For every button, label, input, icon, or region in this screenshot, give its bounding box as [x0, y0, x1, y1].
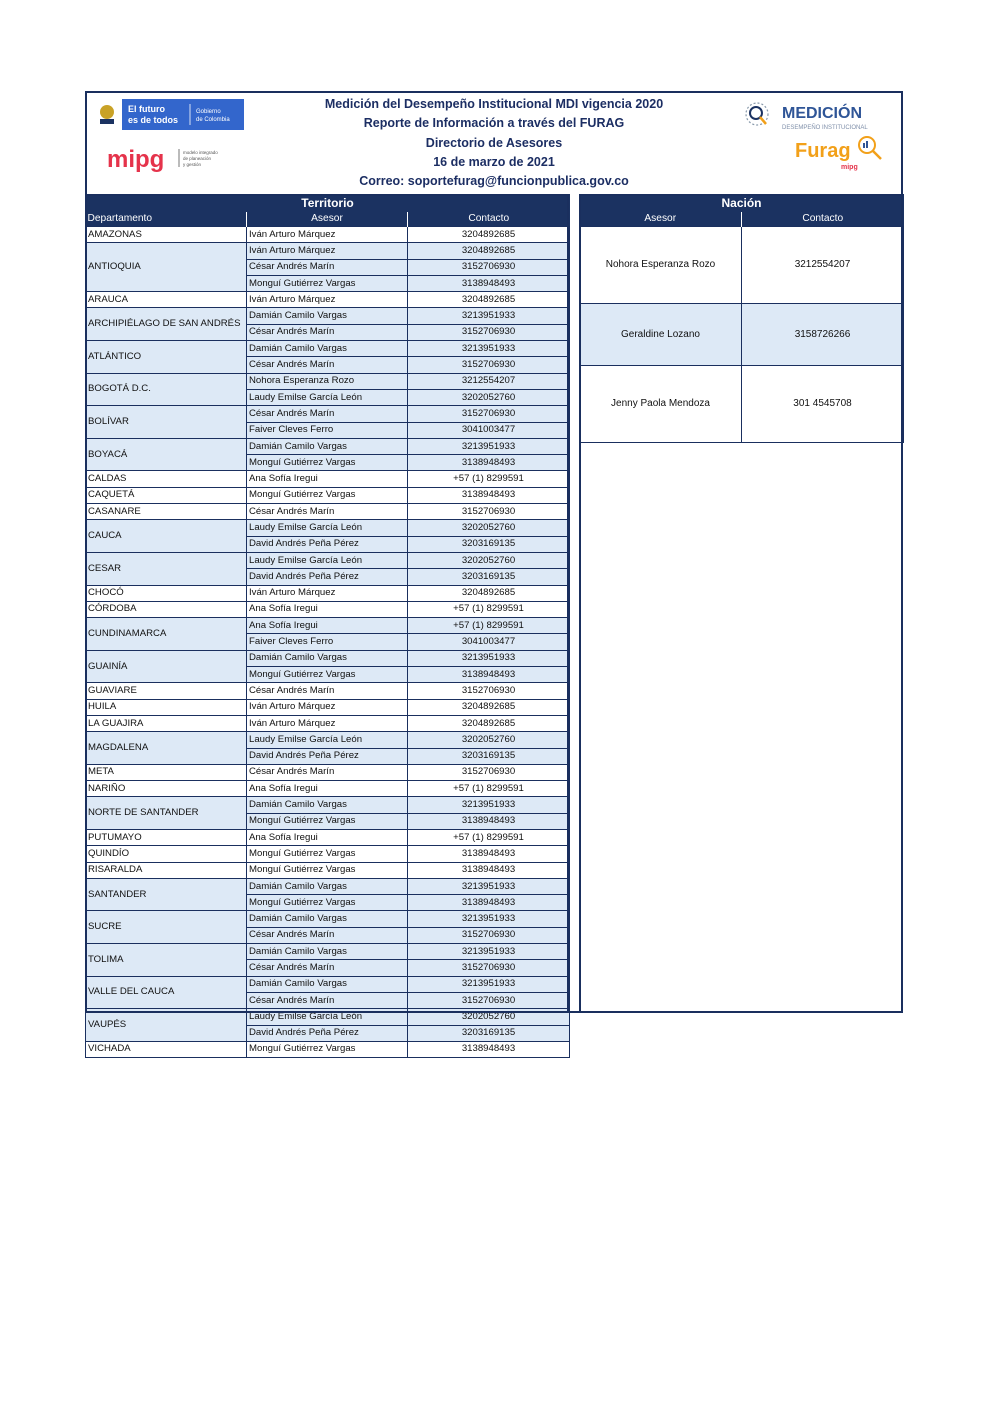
contacto-cell: 3152706930 [408, 960, 570, 976]
contacto-cell: 3202052760 [408, 520, 570, 536]
contacto-cell: 3152706930 [408, 764, 570, 780]
table-row [86, 1009, 570, 1025]
contacto-cell: 3213951933 [408, 944, 570, 960]
contacto-cell: 3138948493 [408, 1041, 570, 1057]
asesor-cell: Iván Arturo Márquez [247, 699, 408, 715]
contacto-cell: 3152706930 [408, 357, 570, 373]
asesor-cell: Monguí Gutiérrez Vargas [247, 862, 408, 878]
contacto-cell: 3213951933 [408, 341, 570, 357]
table-row [86, 243, 570, 259]
contacto-cell: 3213951933 [408, 976, 570, 992]
department-cell: CESAR [86, 552, 247, 585]
contacto-cell: +57 (1) 8299591 [408, 829, 570, 845]
contacto-cell: 3152706930 [408, 992, 570, 1008]
department-cell: HUILA [86, 699, 247, 715]
department-cell: CAUCA [86, 520, 247, 553]
asesor-cell: Damián Camilo Vargas [247, 944, 408, 960]
contacto-cell: 3204892685 [408, 699, 570, 715]
contacto-cell: +57 (1) 8299591 [408, 781, 570, 797]
table-row [86, 308, 570, 324]
contacto-cell: 3138948493 [408, 895, 570, 911]
furag-sub: mipg [841, 164, 858, 171]
contacto-cell: +57 (1) 8299591 [408, 471, 570, 487]
asesor-cell: Damián Camilo Vargas [247, 650, 408, 666]
department-cell: VAUPÉS [86, 1009, 247, 1042]
asesor-cell: David Andrés Peña Pérez [247, 748, 408, 764]
contacto-cell: 3138948493 [408, 487, 570, 503]
department-cell: PUTUMAYO [86, 829, 247, 845]
department-cell: BOYACÁ [86, 438, 247, 471]
asesor-cell: Ana Sofía Iregui [247, 618, 408, 634]
nacion-asesor-cell: Jenny Paola Mendoza [580, 366, 742, 443]
nacion-contacto-cell: 3212554207 [742, 227, 904, 304]
table-row [86, 487, 570, 503]
mipg-sub-2: de planeación [183, 156, 212, 161]
asesor-cell: Damián Camilo Vargas [247, 976, 408, 992]
department-cell: NORTE DE SANTANDER [86, 797, 247, 830]
contacto-cell: 3202052760 [408, 389, 570, 405]
asesor-cell: Nohora Esperanza Rozo [247, 373, 408, 389]
mipg-sub-1: modelo integrado [183, 150, 218, 155]
asesor-cell: Ana Sofía Iregui [247, 601, 408, 617]
asesor-cell: Ana Sofía Iregui [247, 471, 408, 487]
nacion-title: Nación [580, 194, 904, 212]
table-row [86, 797, 570, 813]
table-row [86, 976, 570, 992]
table-row [86, 438, 570, 454]
table-row [580, 227, 904, 304]
table-row [86, 618, 570, 634]
asesor-cell: Damián Camilo Vargas [247, 911, 408, 927]
department-cell: TOLIMA [86, 944, 247, 977]
table-row [86, 732, 570, 748]
report-title: Medición del Desempeño Institucional MDI vigencia 2020 [324, 97, 664, 111]
department-cell: GUAINÍA [86, 650, 247, 683]
contacto-cell: 3152706930 [408, 406, 570, 422]
nacion-table [579, 194, 904, 443]
table-row [86, 601, 570, 617]
asesor-cell: César Andrés Marín [247, 683, 408, 699]
report-subtitle: Reporte de Información a través del FURAG [363, 116, 625, 131]
table-row [86, 846, 570, 862]
contacto-cell: 3213951933 [408, 308, 570, 324]
asesor-cell: Damián Camilo Vargas [247, 438, 408, 454]
medicion-sub: DESEMPEÑO INSTITUCIONAL [782, 125, 868, 131]
asesor-cell: César Andrés Marín [247, 992, 408, 1008]
table-row [86, 227, 570, 243]
table-row [86, 683, 570, 699]
contacto-cell: 3152706930 [408, 683, 570, 699]
asesor-cell: Laudy Emilse García León [247, 732, 408, 748]
contacto-cell: 3203169135 [408, 536, 570, 552]
table-row [86, 292, 570, 308]
asesor-cell: Iván Arturo Márquez [247, 243, 408, 259]
nacion-contacto-cell: 3158726266 [742, 304, 904, 366]
table-row [86, 406, 570, 422]
mipg-wordmark: mipg [107, 146, 165, 173]
gov-text-4: de Colombia [196, 117, 230, 123]
table-row [86, 715, 570, 731]
report-email: Correo: soportefurag@funcionpublica.gov.co [359, 174, 629, 189]
medicion-logo [739, 98, 879, 132]
furag-wordmark: Furag [795, 140, 851, 162]
table-row [86, 341, 570, 357]
contacto-cell: 3138948493 [408, 813, 570, 829]
department-cell: CÓRDOBA [86, 601, 247, 617]
asesor-cell: César Andrés Marín [247, 927, 408, 943]
contacto-cell: 3203169135 [408, 1025, 570, 1041]
department-cell: ARAUCA [86, 292, 247, 308]
department-cell: BOLÍVAR [86, 406, 247, 439]
department-cell: MAGDALENA [86, 732, 247, 765]
department-cell: CALDAS [86, 471, 247, 487]
department-cell: META [86, 764, 247, 780]
contacto-cell: 3204892685 [408, 243, 570, 259]
nacion-contacto-cell: 301 4545708 [742, 366, 904, 443]
contacto-cell: +57 (1) 8299591 [408, 601, 570, 617]
table-row [580, 366, 904, 443]
asesor-cell: David Andrés Peña Pérez [247, 536, 408, 552]
department-cell: ATLÁNTICO [86, 341, 247, 374]
asesor-cell: David Andrés Peña Pérez [247, 1025, 408, 1041]
col-contacto: Contacto [408, 212, 570, 227]
contacto-cell: 3138948493 [408, 846, 570, 862]
asesor-cell: Ana Sofía Iregui [247, 829, 408, 845]
asesor-cell: Ana Sofía Iregui [247, 781, 408, 797]
medicion-wordmark: MEDICIÓN [782, 105, 862, 122]
contacto-cell: 3041003477 [408, 422, 570, 438]
asesor-cell: Monguí Gutiérrez Vargas [247, 667, 408, 683]
department-cell: LA GUAJIRA [86, 715, 247, 731]
department-cell: RISARALDA [86, 862, 247, 878]
contacto-cell: 3152706930 [408, 927, 570, 943]
asesor-cell: Iván Arturo Márquez [247, 715, 408, 731]
asesor-cell: Damián Camilo Vargas [247, 308, 408, 324]
asesor-cell: César Andrés Marín [247, 764, 408, 780]
contacto-cell: 3041003477 [408, 634, 570, 650]
asesor-cell: César Andrés Marín [247, 504, 408, 520]
table-row [86, 878, 570, 894]
department-cell: AMAZONAS [86, 227, 247, 243]
department-cell: SUCRE [86, 911, 247, 944]
asesor-cell: Iván Arturo Márquez [247, 585, 408, 601]
contacto-cell: 3213951933 [408, 878, 570, 894]
furag-logo [795, 133, 885, 177]
contacto-cell: 3203169135 [408, 569, 570, 585]
asesor-cell: Faiver Cleves Ferro [247, 634, 408, 650]
table-row [86, 944, 570, 960]
contacto-cell: 3213951933 [408, 911, 570, 927]
asesor-cell: Monguí Gutiérrez Vargas [247, 275, 408, 291]
table-row [86, 504, 570, 520]
contacto-cell: +57 (1) 8299591 [408, 618, 570, 634]
asesor-cell: Laudy Emilse García León [247, 520, 408, 536]
asesor-cell: Monguí Gutiérrez Vargas [247, 487, 408, 503]
col-nacion-asesor: Asesor [580, 212, 742, 227]
contacto-cell: 3204892685 [408, 292, 570, 308]
contacto-cell: 3138948493 [408, 275, 570, 291]
contacto-cell: 3152706930 [408, 504, 570, 520]
contacto-cell: 3202052760 [408, 1009, 570, 1025]
contacto-cell: 3213951933 [408, 438, 570, 454]
gov-text-1: El futuro [128, 104, 165, 114]
department-cell: ARCHIPIÉLAGO DE SAN ANDRÉS [86, 308, 247, 341]
contacto-cell: 3152706930 [408, 259, 570, 275]
contacto-cell: 3213951933 [408, 650, 570, 666]
asesor-cell: Faiver Cleves Ferro [247, 422, 408, 438]
col-asesor: Asesor [247, 212, 408, 227]
department-cell: CAQUETÁ [86, 487, 247, 503]
report-header [87, 93, 901, 193]
asesor-cell: César Andrés Marín [247, 357, 408, 373]
asesor-cell: César Andrés Marín [247, 324, 408, 340]
department-cell: CHOCÓ [86, 585, 247, 601]
contacto-cell: 3202052760 [408, 552, 570, 568]
table-row [86, 520, 570, 536]
table-row [86, 373, 570, 389]
report-directory: Directorio de Asesores [425, 135, 563, 150]
contacto-cell: 3204892685 [408, 585, 570, 601]
contacto-cell: 3203169135 [408, 748, 570, 764]
asesor-cell: Damián Camilo Vargas [247, 341, 408, 357]
gov-text-2: es de todos [128, 115, 179, 125]
department-cell: NARIÑO [86, 781, 247, 797]
nacion-asesor-cell: Geraldine Lozano [580, 304, 742, 366]
asesor-cell: Monguí Gutiérrez Vargas [247, 846, 408, 862]
department-cell: CASANARE [86, 504, 247, 520]
nacion-asesor-cell: Nohora Esperanza Rozo [580, 227, 742, 304]
asesor-cell: David Andrés Peña Pérez [247, 569, 408, 585]
contacto-cell: 3138948493 [408, 862, 570, 878]
asesor-cell: Laudy Emilse García León [247, 552, 408, 568]
table-row [86, 862, 570, 878]
gov-text-3: Gobierno [196, 109, 221, 115]
department-cell: QUINDÍO [86, 846, 247, 862]
department-cell: SANTANDER [86, 878, 247, 911]
department-cell: CUNDINAMARCA [86, 618, 247, 651]
asesor-cell: Damián Camilo Vargas [247, 878, 408, 894]
department-cell: VALLE DEL CAUCA [86, 976, 247, 1009]
asesor-cell: Monguí Gutiérrez Vargas [247, 813, 408, 829]
contacto-cell: 3202052760 [408, 732, 570, 748]
table-row [86, 1041, 570, 1057]
report-date: 16 de marzo de 2021 [433, 154, 555, 169]
table-row [86, 471, 570, 487]
asesor-cell: Damián Camilo Vargas [247, 797, 408, 813]
table-row [86, 829, 570, 845]
contacto-cell: 3204892685 [408, 227, 570, 243]
asesor-cell: Monguí Gutiérrez Vargas [247, 1041, 408, 1057]
territorio-title: Territorio [86, 194, 570, 212]
table-row [86, 552, 570, 568]
table-row [86, 764, 570, 780]
table-row [86, 585, 570, 601]
department-cell: ANTIOQUIA [86, 243, 247, 292]
col-nacion-contacto: Contacto [742, 212, 904, 227]
asesor-cell: César Andrés Marín [247, 960, 408, 976]
asesor-cell: César Andrés Marín [247, 259, 408, 275]
department-cell: GUAVIARE [86, 683, 247, 699]
asesor-cell: Laudy Emilse García León [247, 1009, 408, 1025]
asesor-cell: Iván Arturo Márquez [247, 292, 408, 308]
department-cell: BOGOTÁ D.C. [86, 373, 247, 406]
asesor-cell: César Andrés Marín [247, 406, 408, 422]
asesor-cell: Laudy Emilse García León [247, 389, 408, 405]
col-departamento: Departamento [86, 212, 247, 227]
table-row [86, 911, 570, 927]
contacto-cell: 3152706930 [408, 324, 570, 340]
contacto-cell: 3213951933 [408, 797, 570, 813]
department-cell: VICHADA [86, 1041, 247, 1057]
table-row [86, 650, 570, 666]
contacto-cell: 3204892685 [408, 715, 570, 731]
contacto-cell: 3212554207 [408, 373, 570, 389]
mipg-sub-3: y gestión [183, 162, 202, 167]
asesor-cell: Monguí Gutiérrez Vargas [247, 895, 408, 911]
table-row [580, 304, 904, 366]
table-row [86, 699, 570, 715]
table-row [86, 781, 570, 797]
contacto-cell: 3138948493 [408, 455, 570, 471]
territorio-table [85, 194, 570, 1058]
asesor-cell: Monguí Gutiérrez Vargas [247, 455, 408, 471]
contacto-cell: 3138948493 [408, 667, 570, 683]
asesor-cell: Iván Arturo Márquez [247, 227, 408, 243]
